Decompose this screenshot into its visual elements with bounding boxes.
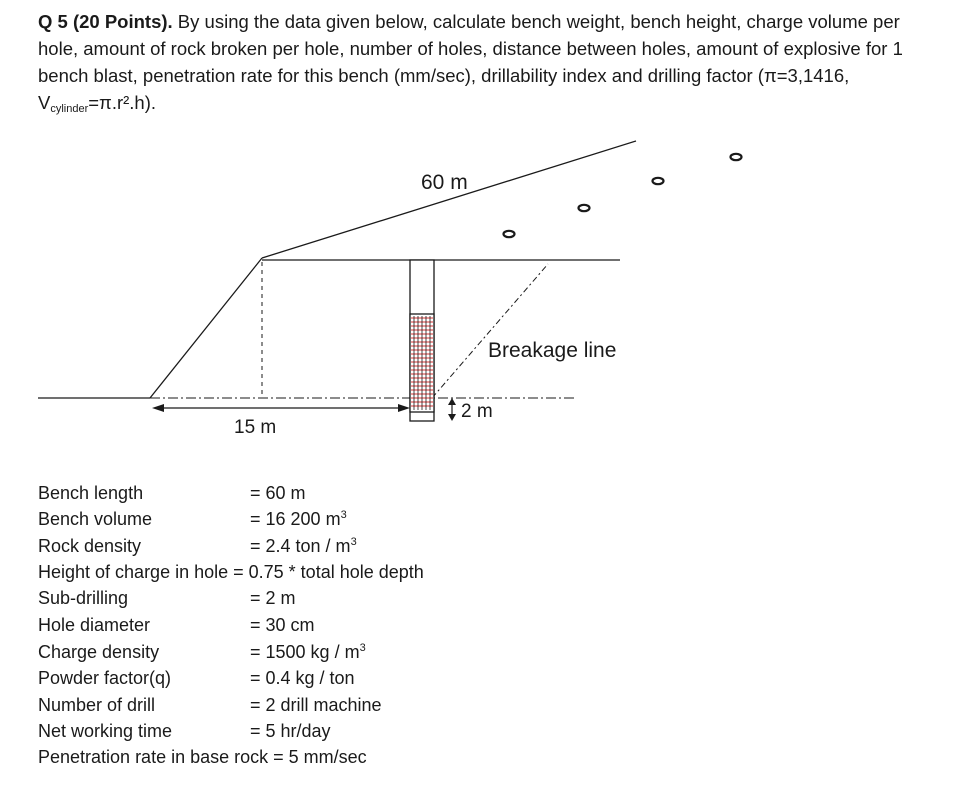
volume-formula: =π.r².h).: [88, 92, 157, 113]
top-length-label: 60 m: [421, 171, 468, 194]
question-body: By using the data given below, calculate bench weight, bench height, charge volume per hole, amount of rock broken per hole, number of holes, distance between holes, amount of explosive for 1 bench blast, penetration rate for this bench (mm/sec), drillability index and drilling factor (: [38, 11, 903, 86]
hole-marker: [504, 231, 515, 237]
bench-face: [150, 258, 262, 398]
hole-marker: [653, 178, 664, 184]
breakage-line: [432, 264, 548, 398]
top-slope-line: [262, 141, 636, 258]
question-label: Q 5 (20 Points).: [38, 11, 173, 32]
burden-label: 15 m: [234, 417, 277, 438]
hole-marker: [731, 154, 742, 160]
subdrill-label: 2 m: [461, 401, 493, 422]
subdrill-dimension-arrow: [448, 398, 456, 421]
breakage-line-label: Breakage line: [488, 339, 617, 362]
cylinder-subscript: cylinder: [50, 103, 89, 115]
hole-marker: [579, 205, 590, 211]
blast-hole: [410, 260, 434, 421]
pi-value: π=3,1416, V: [38, 65, 850, 113]
drill-hole-markers: [504, 154, 742, 237]
burden-dimension-arrow: [152, 404, 410, 412]
